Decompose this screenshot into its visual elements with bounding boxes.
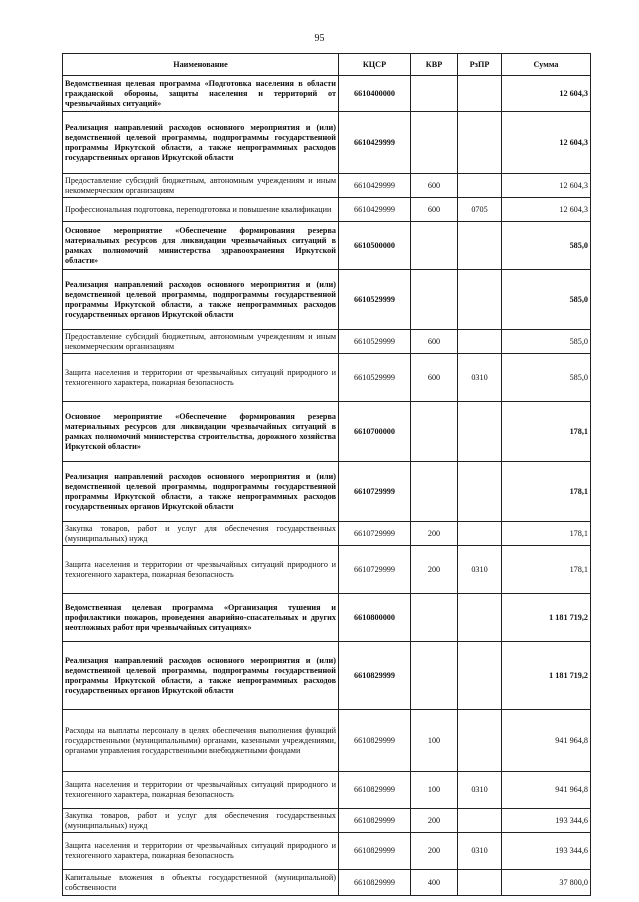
cell-name: Основное мероприятие «Обеспечение формирования резерва материальных ресурсов для ликвидации чрезвычайных ситуаций в рамках полномочий министерства здравоохранения Иркутской области» xyxy=(63,222,339,270)
cell-kvr xyxy=(411,112,458,174)
cell-name: Защита населения и территории от чрезвычайных ситуаций природного и техногенного характера, пожарная безопасность xyxy=(63,546,339,594)
cell-name: Реализация направлений расходов основного мероприятия и (или) ведомственной целевой программы, подпрограммы государственной программы Иркутской области, а также непрограммных расходов государственных органов Иркутской области xyxy=(63,112,339,174)
cell-kvr: 600 xyxy=(411,354,458,402)
cell-kcsr: 6610729999 xyxy=(339,546,411,594)
cell-kvr xyxy=(411,594,458,642)
cell-rzpr xyxy=(458,402,502,462)
cell-sum: 585,0 xyxy=(502,270,591,330)
cell-rzpr xyxy=(458,870,502,896)
cell-kvr: 600 xyxy=(411,330,458,354)
cell-kvr: 400 xyxy=(411,870,458,896)
cell-kcsr: 6610829999 xyxy=(339,809,411,833)
table-row xyxy=(63,76,591,112)
cell-sum: 1 181 719,2 xyxy=(502,594,591,642)
cell-rzpr: 0310 xyxy=(458,833,502,870)
cell-kvr: 100 xyxy=(411,710,458,772)
cell-rzpr: 0705 xyxy=(458,198,502,222)
cell-rzpr: 0310 xyxy=(458,772,502,809)
table-body xyxy=(63,76,591,896)
table-row xyxy=(63,330,591,354)
table-row xyxy=(63,642,591,710)
cell-name: Капитальные вложения в объекты государственной (муниципальной) собственности xyxy=(63,870,339,896)
cell-name: Ведомственная целевая программа «Подготовка населения в области гражданской обороны, защиты населения и территорий от чрезвычайных ситуаций» xyxy=(63,76,339,112)
cell-sum: 12 604,3 xyxy=(502,76,591,112)
cell-kvr: 200 xyxy=(411,833,458,870)
table-row xyxy=(63,809,591,833)
table-row xyxy=(63,112,591,174)
cell-name: Защита населения и территории от чрезвычайных ситуаций природного и техногенного характера, пожарная безопасность xyxy=(63,772,339,809)
cell-rzpr xyxy=(458,710,502,772)
cell-name: Предоставление субсидий бюджетным, автономным учреждениям и иным некоммерческим организациям xyxy=(63,174,339,198)
cell-rzpr: 0310 xyxy=(458,546,502,594)
table-row xyxy=(63,594,591,642)
cell-rzpr xyxy=(458,594,502,642)
cell-sum: 585,0 xyxy=(502,354,591,402)
cell-name: Реализация направлений расходов основного мероприятия и (или) ведомственной целевой программы, подпрограммы государственной программы Иркутской области, а также непрограммных расходов государственных органов Иркутской области xyxy=(63,462,339,522)
cell-kcsr: 6610429999 xyxy=(339,112,411,174)
cell-rzpr xyxy=(458,222,502,270)
budget-table xyxy=(62,53,591,896)
cell-rzpr xyxy=(458,522,502,546)
cell-sum: 12 604,3 xyxy=(502,198,591,222)
cell-name: Закупка товаров, работ и услуг для обеспечения государственных (муниципальных) нужд xyxy=(63,809,339,833)
cell-name: Реализация направлений расходов основного мероприятия и (или) ведомственной целевой программы, подпрограммы государственной программы Иркутской области, а также непрограммных расходов государственных органов Иркутской области xyxy=(63,270,339,330)
cell-kvr: 100 xyxy=(411,772,458,809)
cell-name: Защита населения и территории от чрезвычайных ситуаций природного и техногенного характера, пожарная безопасность xyxy=(63,833,339,870)
cell-kcsr: 6610829999 xyxy=(339,642,411,710)
cell-name: Реализация направлений расходов основного мероприятия и (или) ведомственной целевой программы, подпрограммы государственной программы Иркутской области, а также непрограммных расходов государственных органов Иркутской области xyxy=(63,642,339,710)
cell-sum: 12 604,3 xyxy=(502,112,591,174)
table-header-row xyxy=(63,54,591,76)
cell-kcsr: 6610800000 xyxy=(339,594,411,642)
table-row xyxy=(63,402,591,462)
cell-sum: 193 344,6 xyxy=(502,809,591,833)
cell-kvr xyxy=(411,222,458,270)
cell-sum: 12 604,3 xyxy=(502,174,591,198)
table-row xyxy=(63,270,591,330)
cell-kcsr: 6610729999 xyxy=(339,522,411,546)
cell-rzpr xyxy=(458,462,502,522)
cell-rzpr: 0310 xyxy=(458,354,502,402)
cell-rzpr xyxy=(458,809,502,833)
cell-kvr xyxy=(411,76,458,112)
table-row xyxy=(63,522,591,546)
cell-sum: 585,0 xyxy=(502,330,591,354)
cell-sum: 1 181 719,2 xyxy=(502,642,591,710)
table-row xyxy=(63,174,591,198)
cell-kcsr: 6610529999 xyxy=(339,330,411,354)
cell-kvr: 200 xyxy=(411,546,458,594)
cell-kvr: 200 xyxy=(411,809,458,833)
cell-sum: 37 800,0 xyxy=(502,870,591,896)
cell-name: Профессиональная подготовка, переподготовка и повышение квалификации xyxy=(63,198,339,222)
cell-name: Основное мероприятие «Обеспечение формирования резерва материальных ресурсов для ликвидации чрезвычайных ситуаций в рамках полномочий министерства строительства, дорожного хозяйства Иркутской области» xyxy=(63,402,339,462)
cell-kcsr: 6610829999 xyxy=(339,772,411,809)
table-row xyxy=(63,870,591,896)
column-header-rzpr: РзПР xyxy=(458,54,502,76)
table-row xyxy=(63,354,591,402)
table-row xyxy=(63,833,591,870)
cell-kcsr: 6610429999 xyxy=(339,198,411,222)
cell-kcsr: 6610829999 xyxy=(339,833,411,870)
cell-rzpr xyxy=(458,330,502,354)
table-row xyxy=(63,222,591,270)
cell-rzpr xyxy=(458,270,502,330)
cell-kcsr: 6610529999 xyxy=(339,354,411,402)
cell-kvr: 200 xyxy=(411,522,458,546)
cell-sum: 941 964,8 xyxy=(502,772,591,809)
cell-kcsr: 6610729999 xyxy=(339,462,411,522)
page-number: 95 xyxy=(314,33,325,44)
cell-name: Закупка товаров, работ и услуг для обеспечения государственных (муниципальных) нужд xyxy=(63,522,339,546)
cell-name: Ведомственная целевая программа «Организация тушения и профилактики пожаров, проведения аварийно-спасательных и других неотложных работ при чрезвычайных ситуациях» xyxy=(63,594,339,642)
cell-sum: 178,1 xyxy=(502,462,591,522)
table-row xyxy=(63,546,591,594)
table-row xyxy=(63,198,591,222)
cell-name: Защита населения и территории от чрезвычайных ситуаций природного и техногенного характера, пожарная безопасность xyxy=(63,354,339,402)
cell-kcsr: 6610829999 xyxy=(339,870,411,896)
cell-kcsr: 6610829999 xyxy=(339,710,411,772)
cell-kvr: 600 xyxy=(411,174,458,198)
table-row xyxy=(63,710,591,772)
cell-rzpr xyxy=(458,642,502,710)
cell-sum: 585,0 xyxy=(502,222,591,270)
cell-sum: 941 964,8 xyxy=(502,710,591,772)
cell-kcsr: 6610429999 xyxy=(339,174,411,198)
cell-sum: 193 344,6 xyxy=(502,833,591,870)
cell-kvr xyxy=(411,642,458,710)
cell-sum: 178,1 xyxy=(502,522,591,546)
cell-rzpr xyxy=(458,76,502,112)
column-header-kvr: КВР xyxy=(411,54,458,76)
table-row xyxy=(63,772,591,809)
table-row xyxy=(63,462,591,522)
cell-name: Предоставление субсидий бюджетным, автономным учреждениям и иным некоммерческим организациям xyxy=(63,330,339,354)
cell-kvr: 600 xyxy=(411,198,458,222)
cell-kcsr: 6610529999 xyxy=(339,270,411,330)
cell-kcsr: 6610500000 xyxy=(339,222,411,270)
cell-kcsr: 6610400000 xyxy=(339,76,411,112)
column-header-kcsr: КЦСР xyxy=(339,54,411,76)
column-header-name: Наименование xyxy=(63,54,339,76)
cell-sum: 178,1 xyxy=(502,546,591,594)
cell-kvr xyxy=(411,270,458,330)
cell-name: Расходы на выплаты персоналу в целях обеспечения выполнения функций государственными (муниципальными) органами, казенными учреждениями, органами управления государственными внебюджетными фондами xyxy=(63,710,339,772)
cell-kcsr: 6610700000 xyxy=(339,402,411,462)
column-header-sum: Сумма xyxy=(502,54,591,76)
cell-kvr xyxy=(411,462,458,522)
cell-rzpr xyxy=(458,174,502,198)
cell-sum: 178,1 xyxy=(502,402,591,462)
cell-kvr xyxy=(411,402,458,462)
cell-rzpr xyxy=(458,112,502,174)
